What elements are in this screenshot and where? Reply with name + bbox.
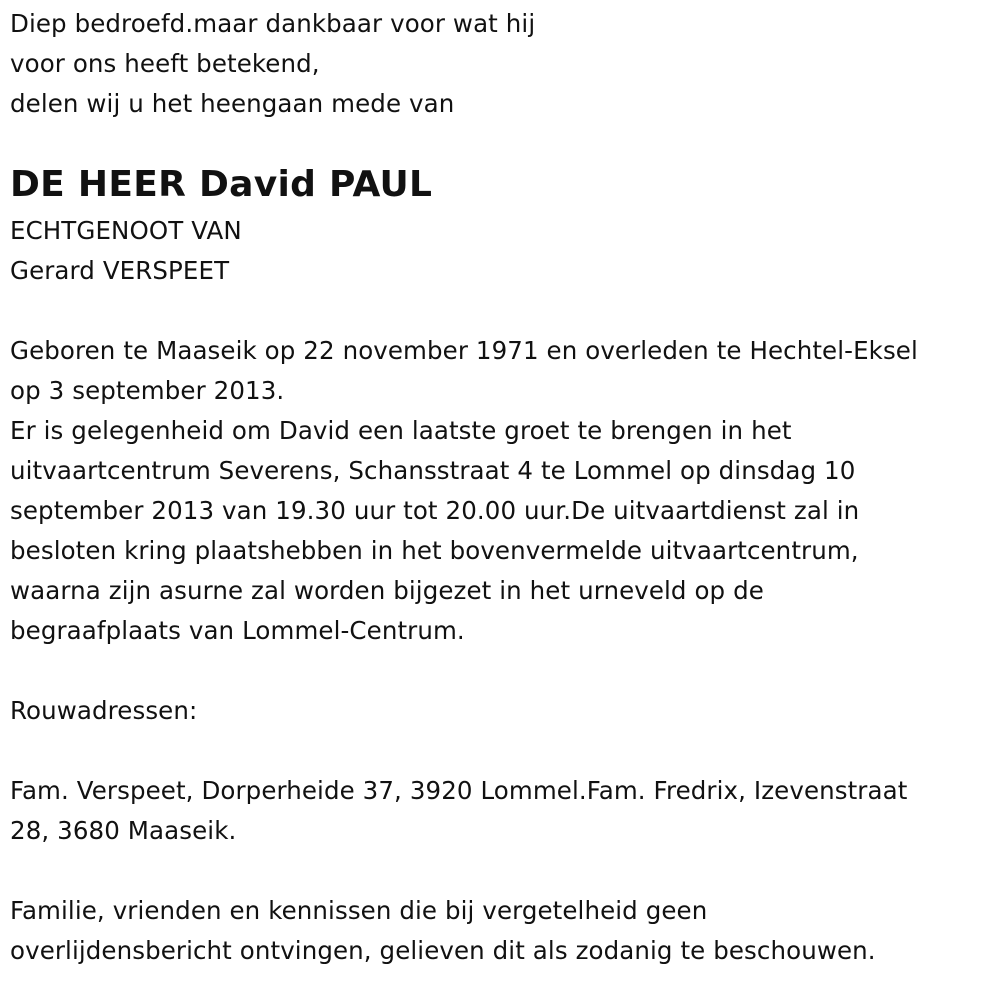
details-line: op 3 september 2013.: [10, 376, 285, 405]
details-line: uitvaartcentrum Severens, Schansstraat 4 te Lommel op dinsdag 10: [10, 456, 856, 485]
deceased-name: DE HEER David PAUL: [10, 164, 433, 205]
details-line: waarna zijn asurne zal worden bijgezet in het urneveld op de: [10, 576, 764, 605]
spacer: [10, 731, 985, 771]
details-line: begraafplaats van Lommel-Centrum.: [10, 616, 465, 645]
details-line: Geboren te Maaseik op 22 november 1971 en overleden te Hechtel-Eksel: [10, 336, 918, 365]
details-line: september 2013 van 19.30 uur tot 20.00 uur.De uitvaartdienst zal in: [10, 496, 860, 525]
spacer: [10, 851, 985, 891]
closing-block: [10, 891, 985, 971]
intro-line: voor ons heeft betekend,: [10, 49, 320, 78]
addresses-block: [10, 771, 985, 851]
details-line: Er is gelegenheid om David een laatste groet te brengen in het: [10, 416, 792, 445]
spouse-name: Gerard VERSPEET: [10, 256, 230, 285]
spacer: [10, 651, 985, 691]
death-notice: [10, 4, 985, 971]
spacer: [10, 291, 985, 331]
intro-line: delen wij u het heengaan mede van: [10, 89, 455, 118]
closing-line: Familie, vrienden en kennissen die bij vergetelheid geen: [10, 896, 708, 925]
closing-line: overlijdensbericht ontvingen, gelieven dit als zodanig te beschouwen.: [10, 936, 876, 965]
intro-line: Diep bedroefd.maar dankbaar voor wat hij: [10, 9, 536, 38]
addresses-heading: Rouwadressen:: [10, 696, 198, 725]
intro-block: [10, 4, 985, 124]
relation-label: ECHTGENOOT VAN: [10, 216, 242, 245]
details-block: [10, 331, 985, 651]
details-line: besloten kring plaatshebben in het bovenvermelde uitvaartcentrum,: [10, 536, 859, 565]
address-line: 28, 3680 Maaseik.: [10, 816, 237, 845]
address-line: Fam. Verspeet, Dorperheide 37, 3920 Lommel.Fam. Fredrix, Izevenstraat: [10, 776, 908, 805]
